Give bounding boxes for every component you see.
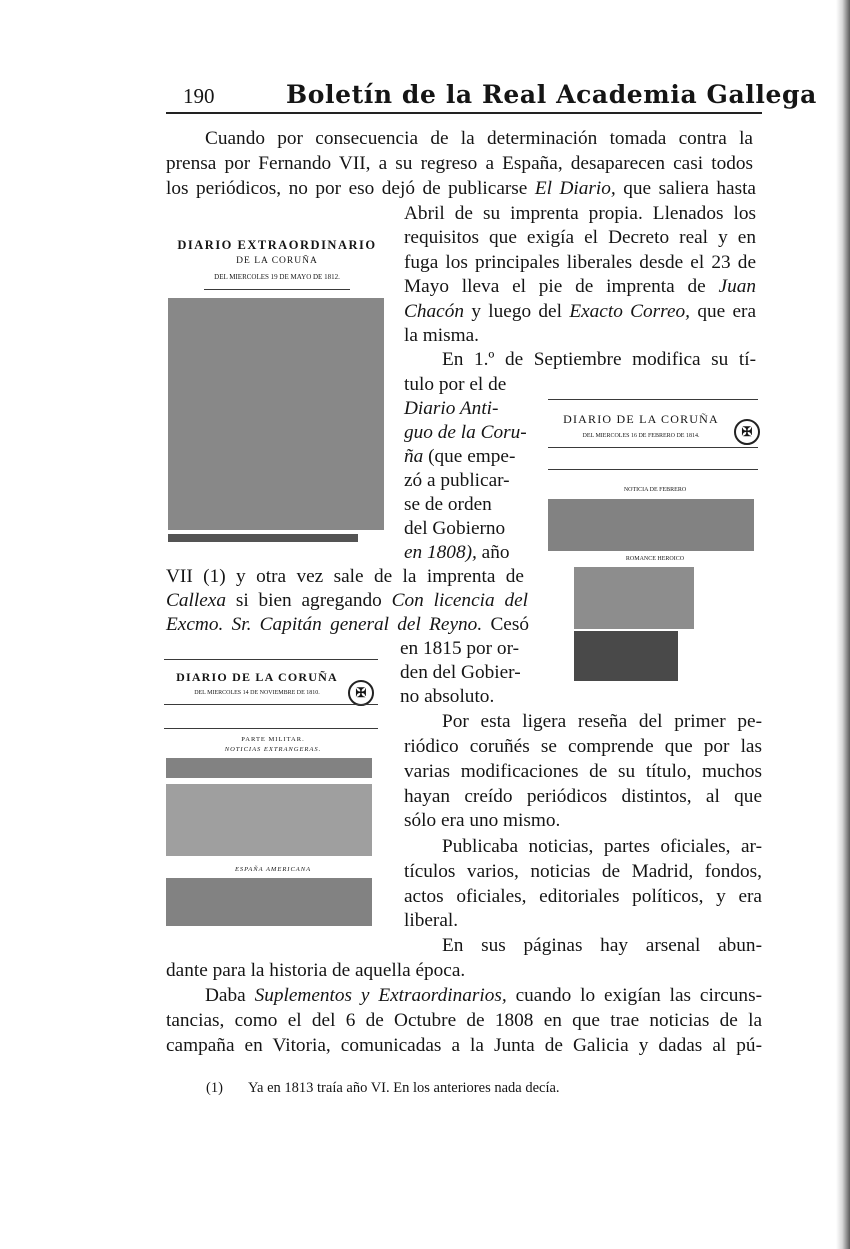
clipping-date: DEL MIERCOLES 16 DE FEBRERO DE 1814. (582, 433, 700, 439)
body-line: Cuando por consecuencia de la determinación tomada contra la (205, 128, 753, 149)
body-line: Chacón y luego del Exacto Correo, que era (404, 301, 757, 322)
body-line: actos oficiales, editoriales políticos, y era (404, 886, 762, 907)
body-line: Abril de su imprenta propia. Llenados los (404, 203, 756, 224)
body-line: zó a publicar- (404, 470, 510, 491)
body-line: liberal. (404, 910, 459, 931)
body-line: dante para la historia de aquella época. (166, 960, 466, 981)
body-line: en 1815 por or- (400, 638, 520, 659)
body-line: tancias, como el del 6 de Octubre de 1808 en que trae noticias de la (166, 1010, 762, 1031)
body-line: del Gobierno (404, 518, 506, 539)
clipping-section: NOTICIA DE FEBRERO (623, 487, 687, 493)
body-line: Daba Suplementos y Extraordinarios, cuando lo exigían las circuns- (205, 985, 762, 1006)
clipping-text-block (168, 298, 384, 530)
body-line: den del Gobier- (400, 662, 521, 683)
running-title: Boletín de la Real Academia Gallega (286, 80, 817, 109)
body-line: guo de la Coru- (404, 422, 527, 443)
clipping-rule (548, 469, 758, 470)
body-line: los periódicos, no por eso dejó de publicarse El Diario, que saliera hasta (166, 178, 756, 199)
clipping-text-block (166, 878, 372, 926)
footnote-text: Ya en 1813 traía año VI. En los anteriores nada decía. (248, 1080, 560, 1096)
body-line: la misma. (404, 325, 479, 346)
body-line: Mayo lleva el pie de imprenta de Juan (404, 276, 756, 297)
body-line: Por esta ligera reseña del primer pe- (442, 711, 762, 732)
clipping-text-block (574, 567, 694, 629)
clipping-rule (164, 728, 378, 729)
footnote-marker: (1) (206, 1080, 223, 1096)
body-line: En sus páginas hay arsenal abun- (442, 935, 762, 956)
clipping-diario-coruna (162, 650, 384, 932)
clipping-section: NOTICIAS EXTRANGERAS. (224, 746, 322, 753)
body-line: prensa por Fernando VII, a su regreso a España, desaparecen casi todos (166, 153, 753, 174)
body-line: en 1808), año (404, 542, 510, 563)
header-rule (166, 112, 762, 114)
clipping-rule (164, 704, 378, 705)
body-line: tulo por el de (404, 374, 507, 395)
clipping-section: ESPAÑA AMERICANA (234, 866, 312, 873)
footnote (206, 1080, 560, 1097)
clipping-rule (204, 289, 350, 290)
clipping-diario-extraordinario (164, 232, 390, 552)
clipping-title: DIARIO DE LA CORUÑA (176, 670, 338, 684)
clipping-text-block (574, 631, 678, 681)
clipping-section: PARTE MILITAR. (241, 736, 305, 743)
body-line: hayan creído periódicos distintos, al que (404, 786, 762, 807)
body-line: Publicaba noticias, partes oficiales, ar- (442, 836, 762, 857)
clipping-text-block (168, 534, 358, 542)
body-line: Diario Anti- (404, 398, 499, 419)
body-line: En 1.º de Septiembre modifica su tí- (442, 349, 756, 370)
body-line: tículos varios, noticias de Madrid, fondos, (404, 861, 762, 882)
clipping-rule (548, 399, 758, 400)
clipping-date: DEL MIERCOLES 14 DE NOVIEMBRE DE 1810. (194, 690, 320, 696)
body-line: varias modificaciones de su título, muchos (404, 761, 762, 782)
body-line: Excmo. Sr. Capitán general del Reyno. Cesó (166, 614, 529, 635)
clipping-section: ROMANCE HEROICO (625, 556, 685, 562)
clipping-rule (164, 659, 378, 660)
clipping-text-block (548, 499, 754, 551)
clipping-subtitle: DE LA CORUÑA (236, 256, 318, 266)
clipping-diario-antiguo (544, 395, 766, 695)
royal-crest-icon: ✠ (348, 680, 374, 706)
body-line: ña (que empe- (404, 446, 516, 467)
body-line: no absoluto. (400, 686, 495, 707)
body-line: se de orden (404, 494, 492, 515)
body-line: riódico coruñés se comprende que por las (404, 736, 762, 757)
clipping-title: DIARIO DE LA CORUÑA (563, 412, 719, 426)
page-edge-shadow (836, 0, 850, 1249)
page-header (0, 76, 850, 116)
body-line: VII (1) y otra vez sale de la imprenta de (166, 566, 524, 587)
body-line: Callexa si bien agregando Con licencia del (166, 590, 528, 611)
clipping-title: DIARIO EXTRAORDINARIO (177, 238, 377, 252)
body-line: sólo era uno mismo. (404, 810, 561, 831)
clipping-text-block (166, 758, 372, 778)
clipping-text-block (166, 784, 372, 856)
body-line: requisitos que exigía el Decreto real y en (404, 227, 756, 248)
body-line: campaña en Vitoria, comunicadas a la Junta de Galicia y dadas al pú- (166, 1035, 762, 1056)
page-number: 190 (183, 84, 215, 108)
royal-crest-icon: ✠ (734, 419, 760, 445)
body-line: fuga los principales liberales desde el 23 de (404, 252, 756, 273)
clipping-date: DEL MIERCOLES 19 DE MAYO DE 1812. (214, 273, 340, 281)
clipping-rule (548, 447, 758, 448)
